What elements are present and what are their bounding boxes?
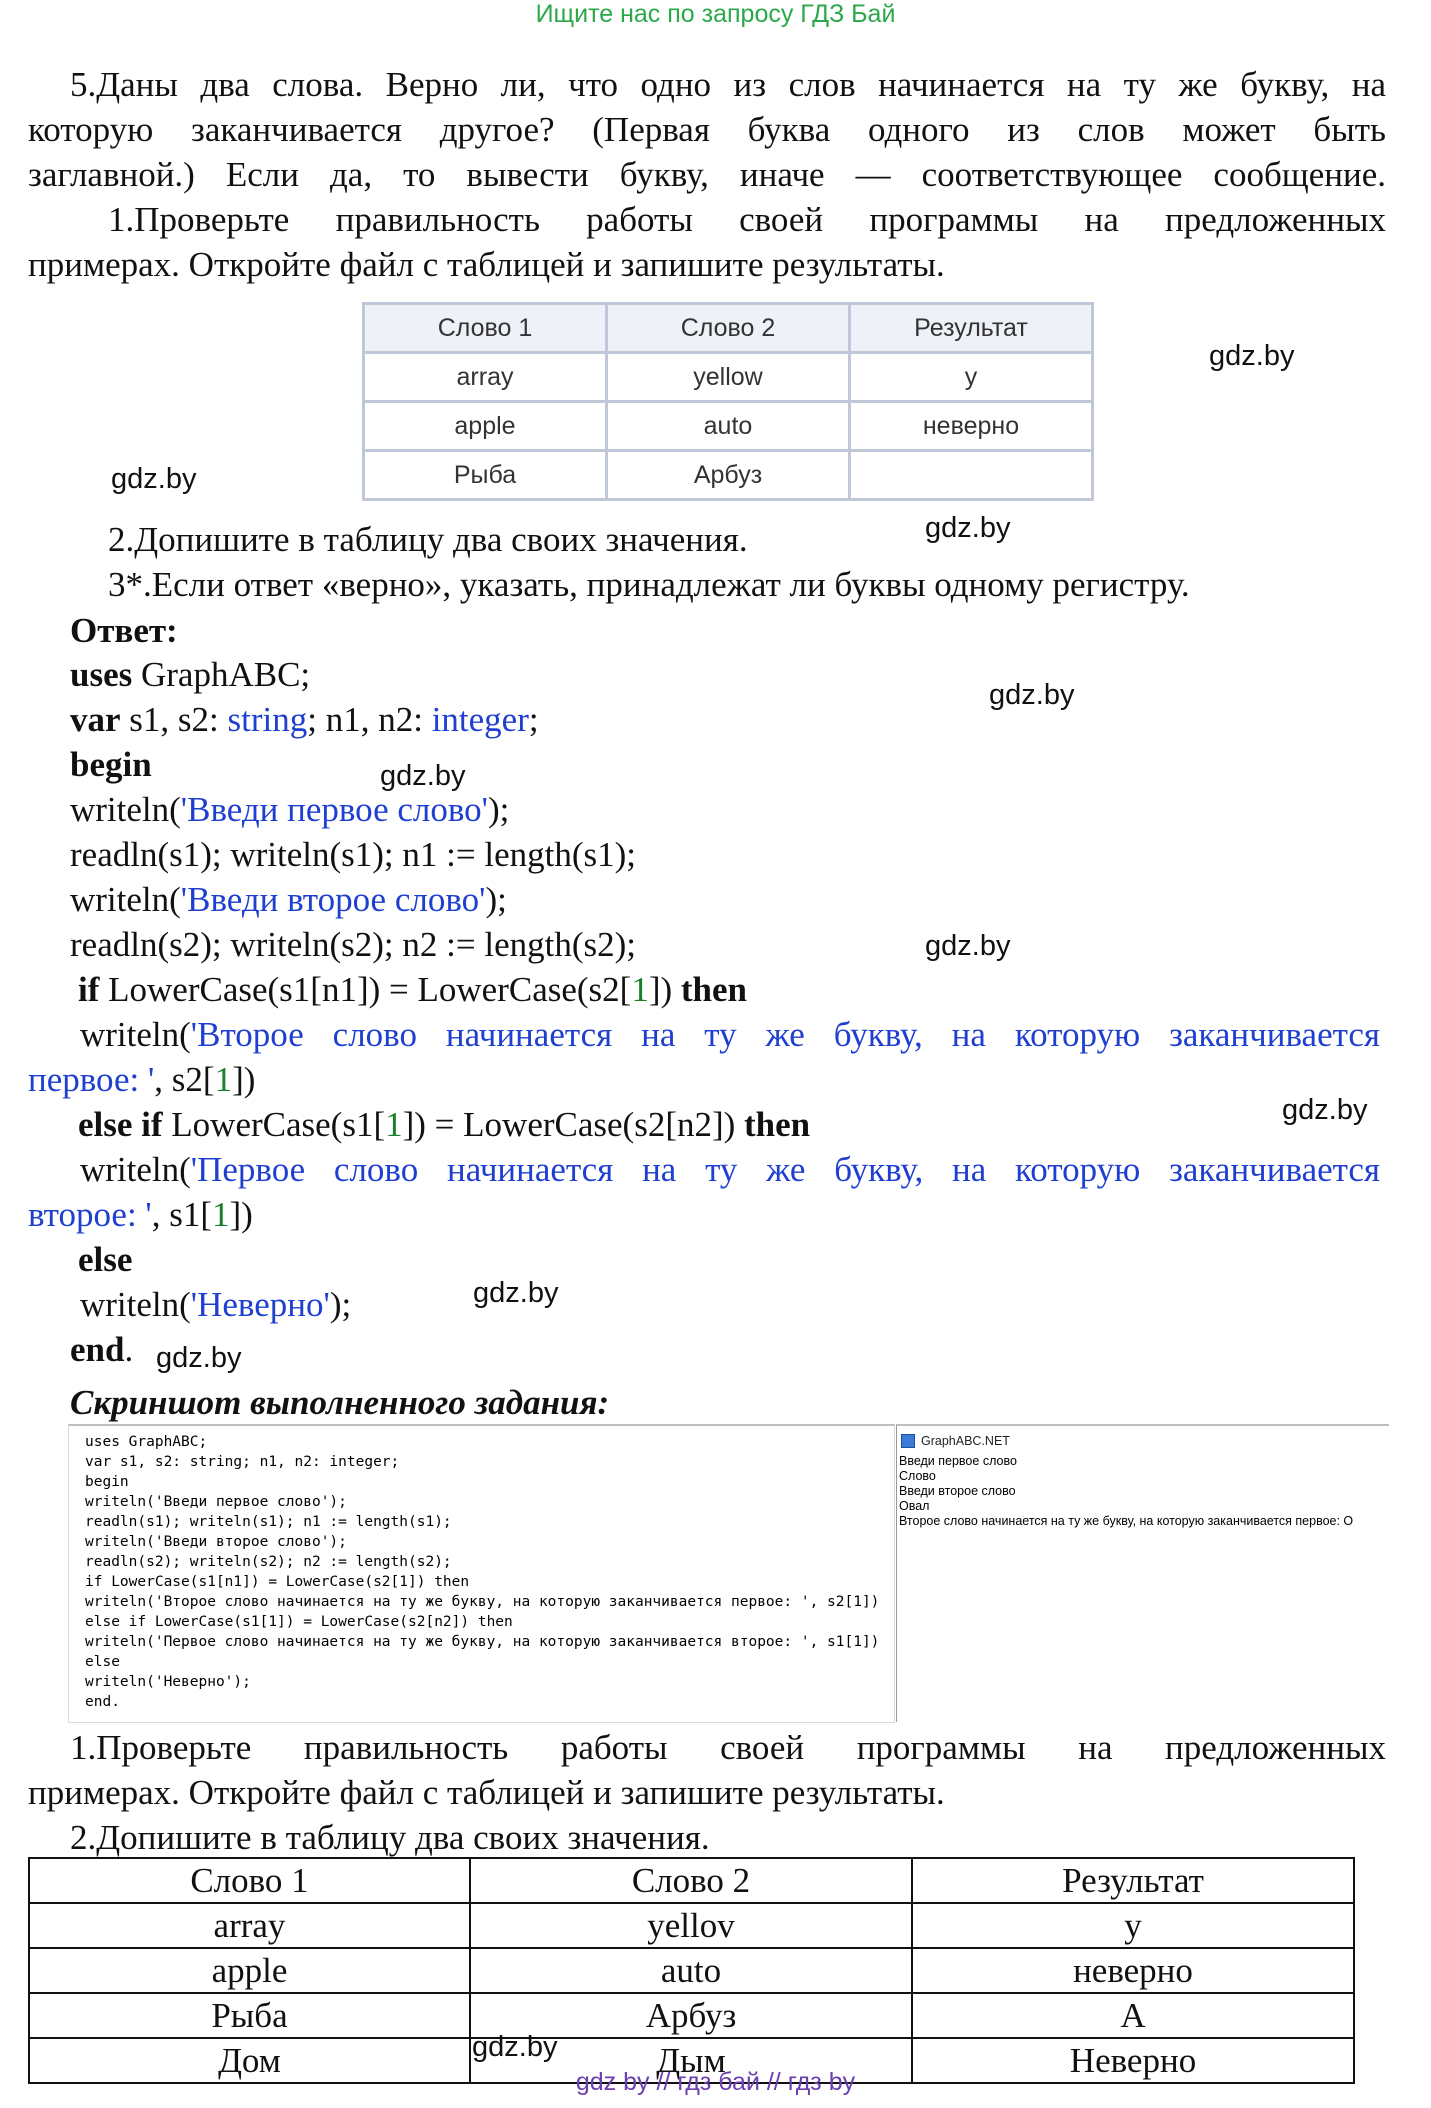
app-icon	[901, 1434, 915, 1448]
output-line: Введи первое слово	[899, 1454, 1017, 1468]
table-cell: А	[912, 1993, 1354, 2038]
output-line: Овал	[899, 1499, 930, 1513]
table-cell: Арбуз	[470, 1993, 912, 2038]
code-line-else: else	[78, 1240, 133, 1279]
table-cell: y	[912, 1903, 1354, 1948]
table-row	[364, 451, 1093, 500]
code-line: writeln('Введи первое слово');	[70, 790, 510, 829]
table-header-cell: Результат	[912, 1858, 1354, 1903]
watermark: gdz.by	[925, 930, 1011, 962]
answer-item2: 2.Допишите в таблицу два своих значения.	[70, 1818, 710, 1857]
window-title: GraphABC.NET	[921, 1434, 1010, 1448]
table-row	[29, 1948, 1354, 1993]
table-cell: y	[850, 353, 1093, 402]
answer-item1-line-2: примерах. Откройте файл с таблицей и запишите результаты.	[28, 1773, 945, 1812]
watermark: gdz.by	[925, 512, 1011, 544]
table-row	[364, 353, 1093, 402]
editor-line: writeln('Первое слово начинается на ту же букву, на которую заканчивается второе: ', s1[1])	[85, 1634, 880, 1650]
task-line-1: 5.Даны два слова. Верно ли, что одно из слов начинается на ту же букву, на	[70, 65, 1386, 104]
table-row	[29, 1903, 1354, 1948]
table-cell: yellow	[607, 353, 850, 402]
watermark: gdz.by	[989, 679, 1075, 711]
editor-line: readln(s2); writeln(s2); n2 := length(s2);	[85, 1554, 452, 1570]
top-banner[interactable]: Ищите нас по запросу ГДЗ Бай	[535, 0, 896, 28]
table-cell: auto	[607, 402, 850, 451]
editor-line: end.	[85, 1694, 120, 1710]
table-cell: Рыба	[364, 451, 607, 500]
editor-line: uses GraphABC;	[85, 1434, 208, 1450]
example-table-image	[362, 302, 1094, 501]
output-line: Второе слово начинается на ту же букву, на которую заканчивается первое: О	[899, 1514, 1354, 1528]
code-line: writeln('Второе слово начинается на ту же букву, на которую заканчивается	[80, 1015, 1380, 1054]
footer-links[interactable]: gdz by // гдз бай // гдз by	[575, 2068, 856, 2096]
code-editor-pane	[68, 1424, 895, 1723]
table-row	[364, 304, 1093, 353]
editor-line: readln(s1); writeln(s1); n1 := length(s1);	[85, 1514, 452, 1530]
editor-line: var s1, s2: string; n1, n2: integer;	[85, 1454, 400, 1470]
table-cell: array	[29, 1903, 470, 1948]
task-line-2: которую заканчивается другое? (Первая буква одного из слов может быть	[28, 110, 1386, 149]
answer-label: Ответ:	[70, 611, 178, 650]
editor-line: writeln('Неверно');	[85, 1674, 251, 1690]
code-line: writeln('Введи второе слово');	[70, 880, 507, 919]
watermark: gdz.by	[473, 1277, 559, 1309]
editor-line: begin	[85, 1474, 129, 1490]
watermark: gdz.by	[111, 463, 197, 495]
editor-line: writeln('Введи второе слово');	[85, 1534, 347, 1550]
table-cell: Неверно	[912, 2038, 1354, 2083]
table-cell: Арбуз	[607, 451, 850, 500]
code-line: второе: ', s1[1])	[28, 1195, 253, 1234]
output-line: Введи второе слово	[899, 1484, 1016, 1498]
table-cell: неверно	[850, 402, 1093, 451]
watermark: gdz.by	[156, 1342, 242, 1374]
code-line: writeln('Неверно');	[80, 1285, 352, 1324]
code-line: readln(s1); writeln(s1); n1 := length(s1);	[70, 835, 636, 874]
table-cell: Дом	[29, 2038, 470, 2083]
answer-table	[28, 1857, 1355, 2084]
table-cell: array	[364, 353, 607, 402]
table-cell: yellov	[470, 1903, 912, 1948]
code-line-else-if: else if LowerCase(s1[1]) = LowerCase(s2[n2]) then	[78, 1105, 811, 1144]
code-line: writeln('Первое слово начинается на ту же букву, на которую заканчивается	[80, 1150, 1380, 1189]
editor-line: else if LowerCase(s1[1]) = LowerCase(s2[n2]) then	[85, 1614, 513, 1630]
table-cell: auto	[470, 1948, 912, 1993]
watermark: gdz.by	[1282, 1094, 1368, 1126]
task-item3: 3*.Если ответ «верно», указать, принадлежат ли буквы одному регистру.	[108, 565, 1190, 604]
code-line-var: var s1, s2: string; n1, n2: integer;	[70, 700, 539, 739]
table-cell: Дым	[470, 2038, 912, 2083]
editor-line: else	[85, 1654, 120, 1670]
program-screenshot	[68, 1424, 1388, 1720]
table-header-cell: Слово 1	[364, 304, 607, 353]
table-cell: apple	[29, 1948, 470, 1993]
code-line: readln(s2); writeln(s2); n2 := length(s2);	[70, 925, 636, 964]
task-item1-line-1: 1.Проверьте правильность работы своей программы на предложенных	[108, 200, 1386, 239]
task-item1-line-2: примерах. Откройте файл с таблицей и запишите результаты.	[28, 245, 945, 284]
table-row	[29, 1993, 1354, 2038]
answer-item1-line-1: 1.Проверьте правильность работы своей программы на предложенных	[70, 1728, 1386, 1767]
table-header-cell: Слово 1	[29, 1858, 470, 1903]
editor-line: if LowerCase(s1[n1]) = LowerCase(s2[1]) then	[85, 1574, 470, 1590]
table-header-cell: Результат	[850, 304, 1093, 353]
screenshot-label: Скриншот выполненного задания:	[70, 1383, 610, 1422]
code-line: первое: ', s2[1])	[28, 1060, 256, 1099]
task-item2: 2.Допишите в таблицу два своих значения.	[108, 520, 748, 559]
table-row	[364, 402, 1093, 451]
watermark: gdz.by	[1209, 340, 1295, 372]
watermark: gdz.by	[380, 760, 466, 792]
table-cell: Рыба	[29, 1993, 470, 2038]
table-cell: неверно	[912, 1948, 1354, 1993]
task-line-3: заглавной.) Если да, то вывести букву, иначе — соответствующее сообщение.	[28, 155, 1386, 194]
editor-line: writeln('Второе слово начинается на ту же букву, на которую заканчивается первое: ', s2[1])	[85, 1594, 880, 1610]
code-line-begin: begin	[70, 745, 152, 784]
watermark: gdz.by	[472, 2031, 558, 2063]
table-cell: apple	[364, 402, 607, 451]
output-line: Слово	[899, 1469, 936, 1483]
editor-line: writeln('Введи первое слово');	[85, 1494, 347, 1510]
code-line-if: if LowerCase(s1[n1]) = LowerCase(s2[1]) then	[78, 970, 747, 1009]
code-line-uses: uses GraphABC;	[70, 655, 311, 694]
code-line-end: end.	[70, 1330, 134, 1369]
table-row	[29, 1858, 1354, 1903]
output-window	[896, 1424, 1389, 1722]
table-header-cell: Слово 2	[607, 304, 850, 353]
table-header-cell: Слово 2	[470, 1858, 912, 1903]
table-cell	[850, 451, 1093, 500]
